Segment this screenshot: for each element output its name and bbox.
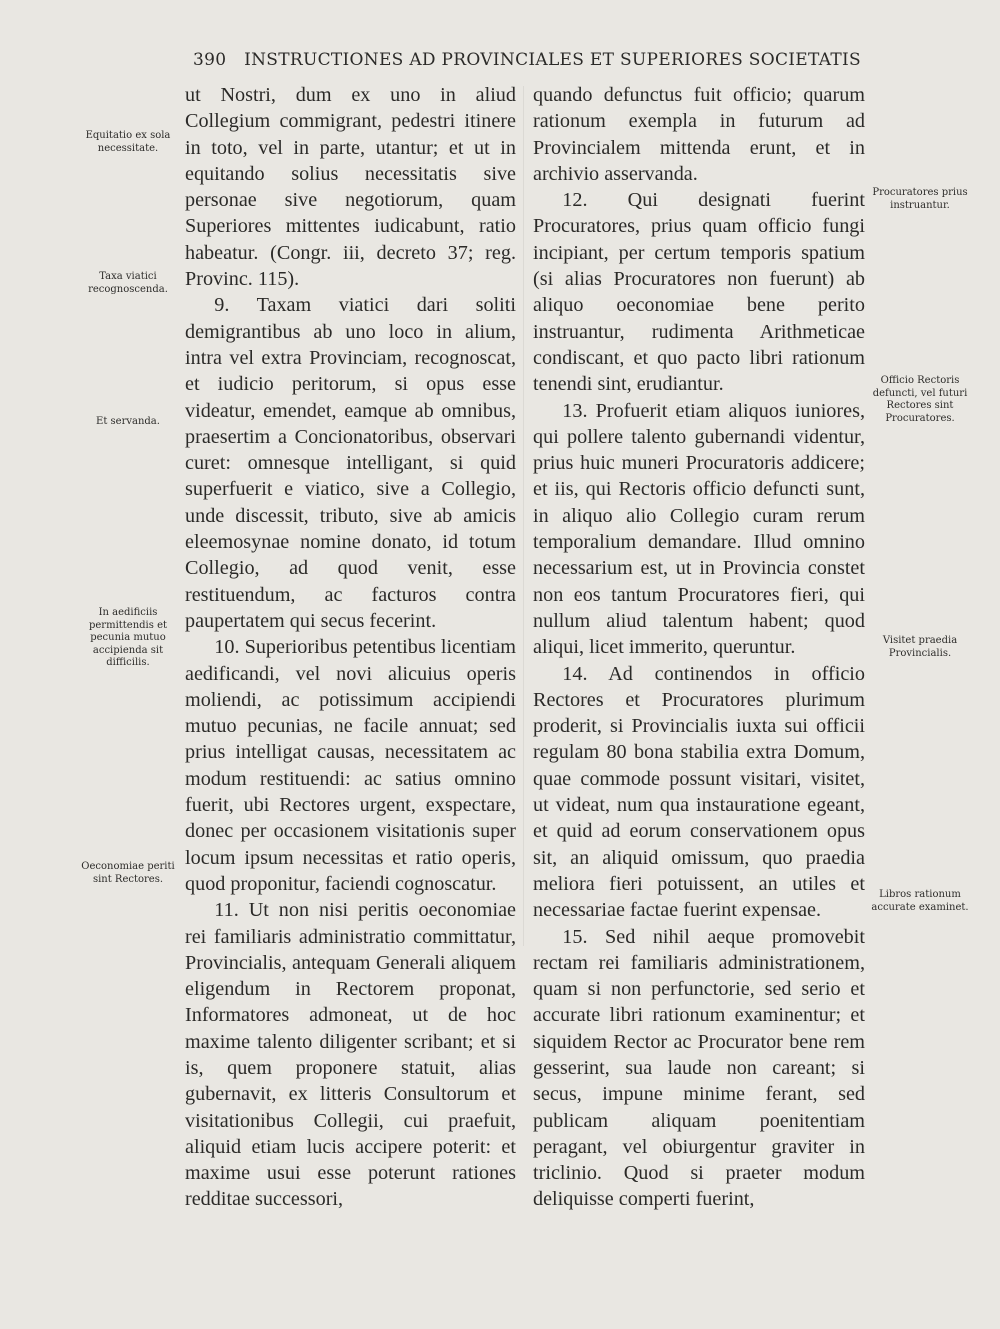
margin-note-aedificiis: In aedificiis permittendis et pecunia mutuo accipienda sit difficilis.: [88, 607, 168, 668]
paragraph-12: 12. Qui designati fuerint Procuratores, prius quam officio fungi incipiant, per certum temporis spatium (si alias Procuratores non fuerunt) ab aliquo oeconomiae bene perito instruantur, rudimenta Arithmeticae condiscant, et quo pacto libri rationum tenendi sint, erudiantur.: [533, 189, 865, 396]
margin-note-et-servanda: Et servanda.: [96, 416, 160, 427]
column-gutter: [523, 86, 524, 946]
paragraph-15: 15. Sed nihil aeque promovebit rectam rei familiaris administrationem, quam si non perfunctorie, sed serio et accurate libri rationum examinentur; et siquidem Rector ac Procurator bene rem gesserint, sua laude non careant; si secus, impune minime ferant, sed publicam aliquam poenitentiam peragant, vel obiurgentur graviter in triclinio. Quod si praeter modum deliquisse comperti fuerint,: [533, 925, 865, 1211]
running-title: INSTRUCTIONES AD PROVINCIALES ET SUPERIORES SOCIETATIS: [244, 50, 861, 70]
paragraph-11: 11. Ut non nisi peritis oeconomiae rei familiaris administratio committatur, Provincialis, antequam Generali aliquem eligendum in Rectorem proponat, Informatores admoneat, ut de hoc maxime talento diligenter scribant; et si is, quem proponere statuit, alias gubernavit, ex litteris Consultorum et visitationibus Collegii, cui praefuit, aliquid etiam lucis accipere poterit: et maxime usui esse poterunt rationes redditae successori,: [185, 899, 516, 1211]
margin-note-libros-rationum: Libros rationum accurate examinet.: [871, 889, 969, 913]
margin-note-officio-rectoris: Officio Rectoris defuncti, vel futuri Rectores sint Procuratores.: [872, 375, 968, 424]
margin-note-procuratores: Procuratores prius instruantur.: [872, 187, 968, 211]
page-number: 390: [193, 50, 227, 70]
margin-note-oeconomiae: Oeconomiae periti sint Rectores.: [81, 861, 175, 885]
margin-note-taxa-viatici: Taxa viatici recognoscenda.: [88, 271, 168, 295]
margin-note-visitet-praedia: Visitet praedia Provincialis.: [882, 635, 958, 659]
left-text-column: [185, 82, 516, 1213]
margin-note-equitatio: Equitatio ex sola necessitate.: [85, 130, 171, 154]
paragraph-continuation-right: quando defunctus fuit officio; quarum rationum exempla in futurum ad Provincialem mittenda erunt, et in archivio asservanda.: [533, 84, 865, 185]
right-text-column: [533, 82, 865, 1213]
paragraph-13: 13. Profuerit etiam aliquos iuniores, qui pollere talento gubernandi videntur, prius huic muneri Procuratoris addicere; et iis, qui Rectoris officio defuncti sunt, in aliquo alio Collegio curam rerum temporalium demandare. Illud omnino necessarium est, ut in Provincia constet non eos tantum Procuratores fieri, qui nullum aliud talentum habent; quod aliqui, licet immerito, queruntur.: [533, 399, 865, 659]
paragraph-14: 14. Ad continendos in officio Rectores et Procuratores plurimum proderit, si Provincialis iuxta sui officii regulam 80 bona stabilia extra Domum, quae commode possunt visitari, visitet, ut videat, num qua instauratione egeant, et quid ad eorum conservationem opus sit, an aliquid omissum, quo praedia meliora fieri potuissent, an utiles et necessariae factae fuerint expensae.: [533, 662, 865, 922]
paragraph-9: 9. Taxam viatici dari soliti demigrantibus ab uno loco in alium, intra vel extra Provinciam, recognoscat, et iudicio peritorum, si opus esse videatur, emendet, eamque ab omnibus, praesertim a Concionatoribus, observari curet: omnesque intelligant, si quid superfuerit e viatico, sive a Collegio, unde discessit, tributo, sive ab amicis eleemosynae nomine donato, id totum Collegio, ad quod venit, esse restituendum, ac facturos contra paupertatem qui secus fecerint.: [185, 294, 516, 632]
paragraph-continuation: ut Nostri, dum ex uno in aliud Collegium commigrant, pedestri itinere in toto, vel in parte, utantur; et ut in equitando solius necessitatis sive personae sive negotiorum, quam Superiores mittentes iudicabunt, ratio habeatur. (Congr. iii, decreto 37; reg. Provinc. 115).: [185, 84, 516, 291]
page-header: [193, 50, 861, 70]
paragraph-10: 10. Superioribus petentibus licentiam aedificandi, vel novi alicuius operis moliendi, ac potissimum accipiendi mutuo pecunias, ne facile annuat; sed prius intelligat causas, necessitatem ac modum restituendi: ac satius omnino fuerit, ubi Rectores urgent, exspectare, donec per occasionem visitationis super locum ipsum necessitas et ratio operis, quod proponitur, faciendi cognoscatur.: [185, 636, 516, 895]
